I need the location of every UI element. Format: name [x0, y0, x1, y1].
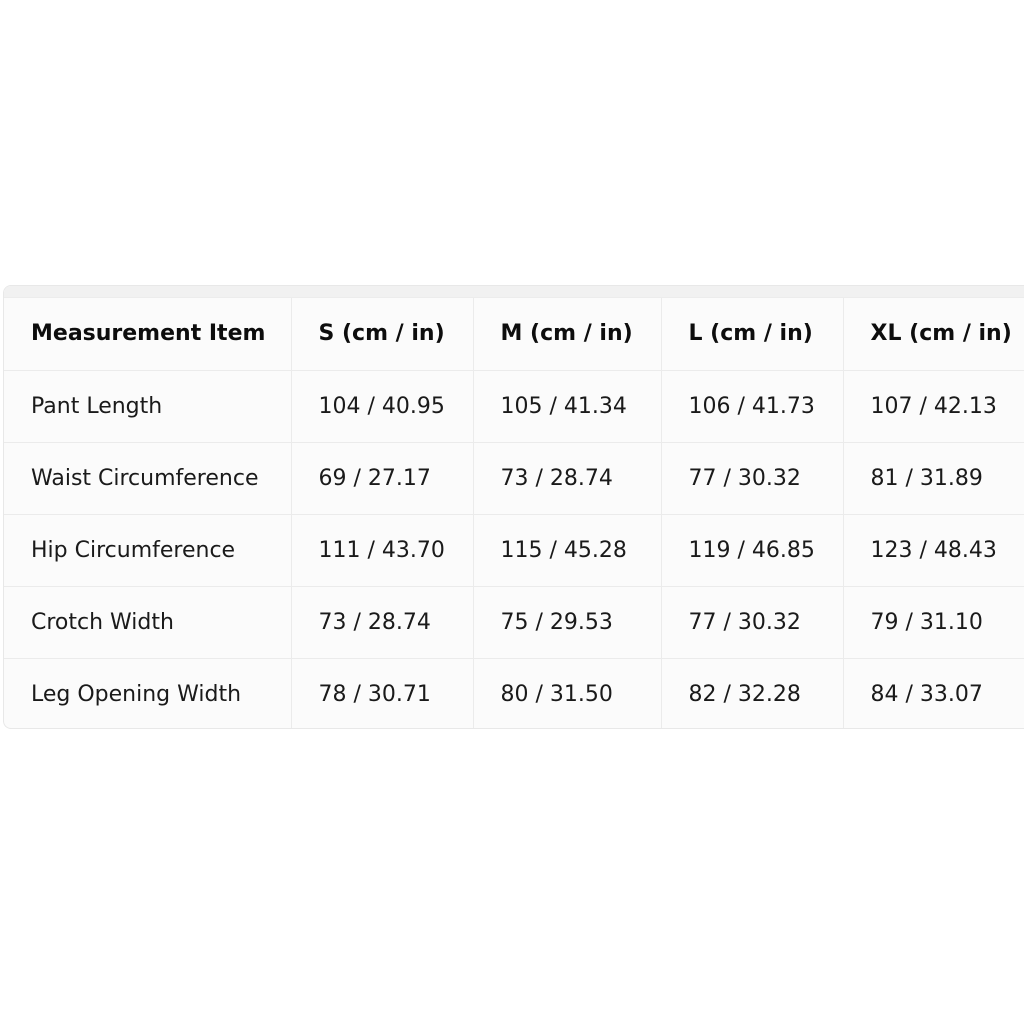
cell-s: 111 / 43.70: [291, 514, 473, 586]
table-row: [4, 442, 1024, 514]
cell-s: 73 / 28.74: [291, 586, 473, 658]
header-size-l: L (cm / in): [661, 298, 843, 370]
size-table: [4, 298, 1024, 729]
cell-l: 119 / 46.85: [661, 514, 843, 586]
cell-m: 75 / 29.53: [473, 586, 661, 658]
cell-xl: 79 / 31.10: [843, 586, 1024, 658]
cell-l: 106 / 41.73: [661, 370, 843, 442]
row-label: Waist Circumference: [4, 442, 291, 514]
header-row: [4, 298, 1024, 370]
row-label: Crotch Width: [4, 586, 291, 658]
header-size-s: S (cm / in): [291, 298, 473, 370]
cell-xl: 123 / 48.43: [843, 514, 1024, 586]
cell-xl: 81 / 31.89: [843, 442, 1024, 514]
cell-s: 69 / 27.17: [291, 442, 473, 514]
header-size-xl: XL (cm / in): [843, 298, 1024, 370]
cell-xl: 84 / 33.07: [843, 658, 1024, 729]
size-chart-table: [3, 285, 1024, 729]
cell-m: 115 / 45.28: [473, 514, 661, 586]
cell-l: 82 / 32.28: [661, 658, 843, 729]
table-row: [4, 514, 1024, 586]
table-top-strip: [4, 286, 1024, 298]
row-label: Pant Length: [4, 370, 291, 442]
row-label: Leg Opening Width: [4, 658, 291, 729]
cell-m: 73 / 28.74: [473, 442, 661, 514]
header-measurement-item: Measurement Item: [31, 321, 266, 347]
cell-l: 77 / 30.32: [661, 586, 843, 658]
table-row: [4, 658, 1024, 729]
row-label: Hip Circumference: [4, 514, 291, 586]
cell-m: 80 / 31.50: [473, 658, 661, 729]
cell-s: 104 / 40.95: [291, 370, 473, 442]
table-row: [4, 370, 1024, 442]
cell-s: 78 / 30.71: [291, 658, 473, 729]
table-row: [4, 586, 1024, 658]
cell-l: 77 / 30.32: [661, 442, 843, 514]
cell-xl: 107 / 42.13: [843, 370, 1024, 442]
cell-m: 105 / 41.34: [473, 370, 661, 442]
header-size-m: M (cm / in): [473, 298, 661, 370]
